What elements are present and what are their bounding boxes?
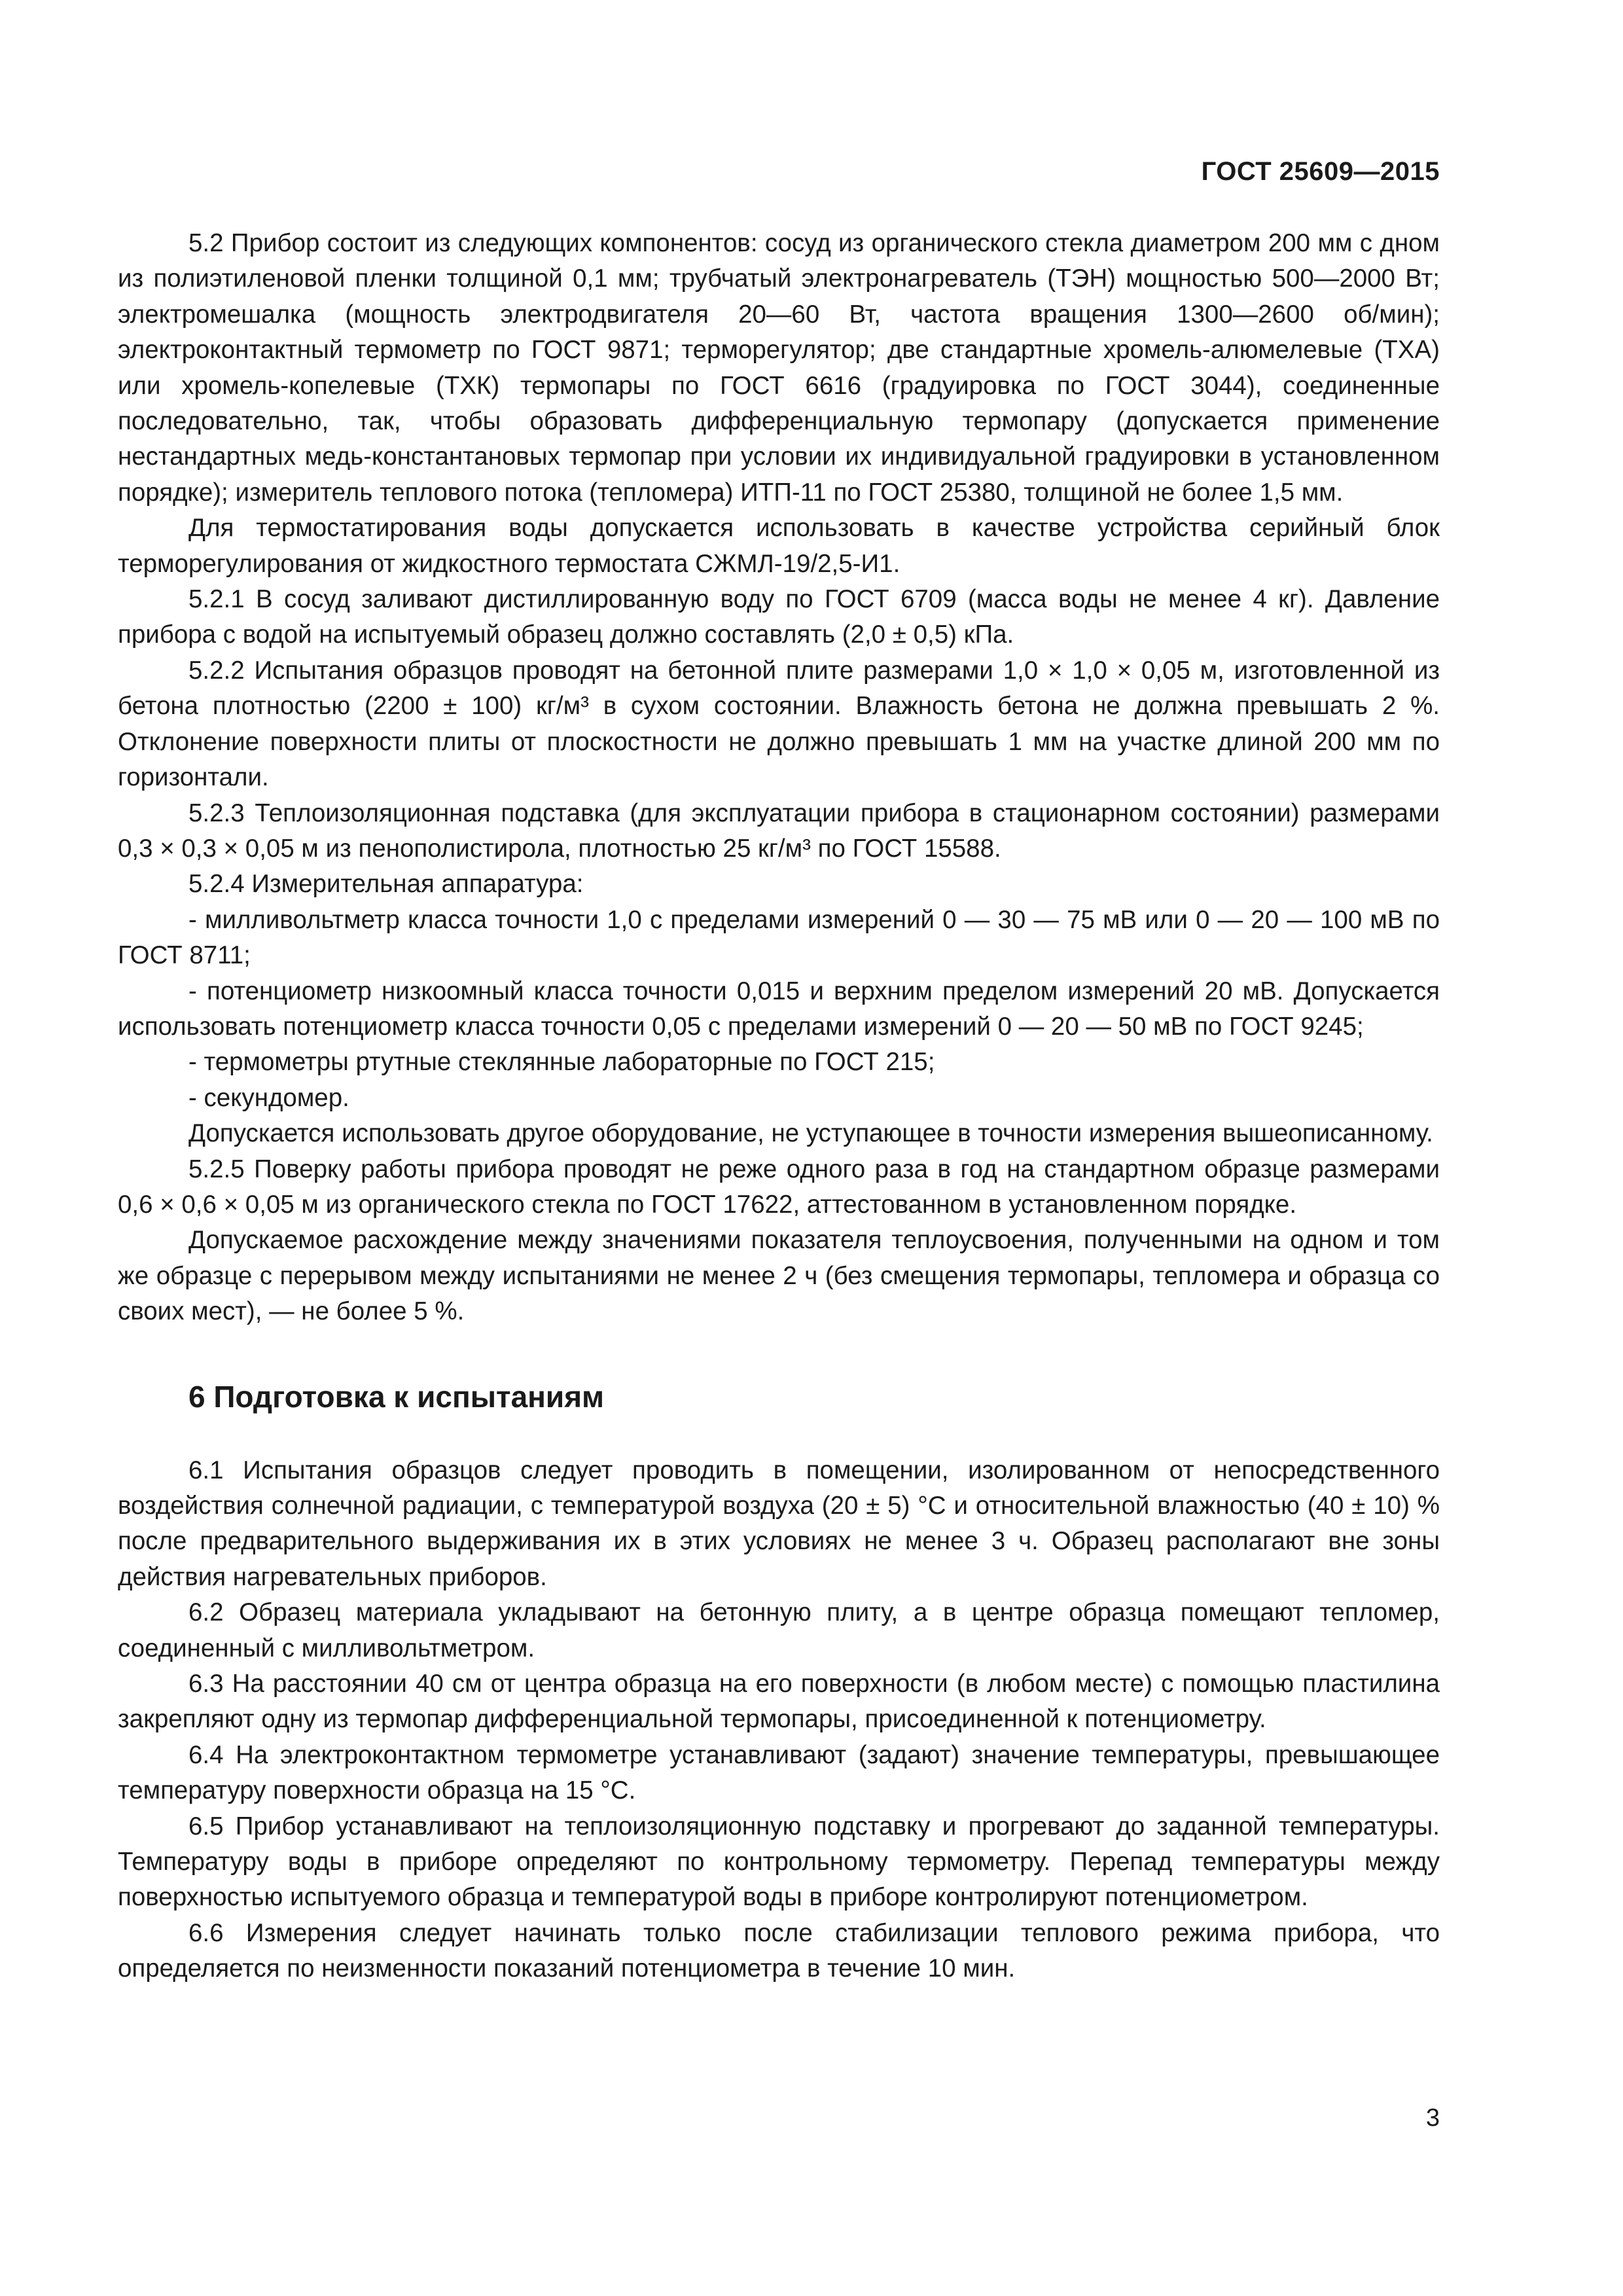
paragraph-other-equipment: Допускается использовать другое оборудование, не уступающее в точности измерения вышеописанному. (188, 1119, 1433, 1148)
list-item-millivoltmeter: - милливольтметр класса точности 1,0 с пределами измерений 0 — 30 — 75 мВ или 0 — 20 — 100 мВ по ГОСТ 8711; (118, 905, 1440, 970)
paragraph-6-3: 6.3 На расстоянии 40 см от центра образца на его поверхности (в любом месте) с помощью пластилина закрепляют одну из термопар дифференциальной термопары, присоединенной к потенциометру. (118, 1670, 1440, 1734)
paragraph-5-2-1: 5.2.1 В сосуд заливают дистиллированную воду по ГОСТ 6709 (масса воды не менее 4 кг). Давление прибора с водой на испытуемый образец должно составлять (2,0 ± 0,5) кПа. (118, 585, 1440, 649)
paragraph-5-2-3: 5.2.3 Теплоизоляционная подставка (для эксплуатации прибора в стационарном состоянии) размерами 0,3 × 0,3 × 0,05 м из пенополистирола, плотностью 25 кг/м³ по ГОСТ 15588. (118, 798, 1440, 863)
list-item-stopwatch: - секундомер. (188, 1083, 349, 1112)
paragraph-5-2: 5.2 Прибор состоит из следующих компонентов: сосуд из органического стекла диаметром 200 мм с дном из полиэтиленовой пленки толщиной 0,1 мм; трубчатый электронагреватель (ТЭН) мощностью 500—2000 Вт; электромешалка (мощность электродвигателя 20—60 Вт, частота вращения 1300—2600 об/мин); электроконтактный термометр по ГОСТ 9871; терморегулятор; две стандартные хромель-алюмелевые (ТХА) или хромель-копелевые (ТХК) термопары по ГОСТ 6616 (градуировка по ГОСТ 3044), соединенные последовательно, так, чтобы образовать дифференциальную термопару (допускается применение нестандартных медь-константановых термопар при условии их индивидуальной градуировки в установленном порядке); измеритель теплового потока (тепломера) ИТП-11 по ГОСТ 25380, толщиной не более 1,5 мм. (118, 229, 1440, 507)
paragraph-6-5: 6.5 Прибор устанавливают на теплоизоляционную подставку и прогревают до заданной температуры. Температуру воды в приборе определяют по контрольному термометру. Перепад температуры между поверхностью испытуемого образца и температурой воды в приборе контролируют потенциометром. (118, 1812, 1440, 1912)
paragraph-5-2-4: 5.2.4 Измерительная аппаратура: (188, 870, 584, 899)
list-item-thermometers: - термометры ртутные стеклянные лабораторные по ГОСТ 215; (188, 1048, 935, 1077)
section-title-6: 6 Подготовка к испытаниям (188, 1379, 605, 1414)
paragraph-6-6: 6.6 Измерения следует начинать только после стабилизации теплового режима прибора, что определяется по неизменности показаний потенциометра в течение 10 мин. (118, 1918, 1440, 1983)
paragraph-6-1: 6.1 Испытания образцов следует проводить в помещении, изолированном от непосредственного воздействия солнечной радиации, с температурой воздуха (20 ± 5) °С и относительной влажностью (40 ± 10) % после предварительного выдерживания их в этих условиях не менее 3 ч. Образец располагают вне зоны действия нагревательных приборов. (118, 1456, 1440, 1591)
paragraph-6-2: 6.2 Образец материала укладывают на бетонную плиту, а в центре образца помещают тепломер, соединенный с милливольтметром. (118, 1598, 1440, 1662)
paragraph-thermostat: Для термостатирования воды допускается использовать в качестве устройства серийный блок терморегулирования от жидкостного термостата СЖМЛ-19/2,5-И1. (118, 514, 1440, 578)
document-body (118, 226, 1440, 1987)
page-number: 3 (1425, 2104, 1440, 2132)
list-item-potentiometer: - потенциометр низкоомный класса точности 0,015 и верхним пределом измерений 20 мВ. Допускается использовать потенциометр класса точности 0,05 с пределами измерений 0 — 20 — 50 мВ по ГОСТ 9245; (118, 977, 1440, 1041)
document-code-header: ГОСТ 25609—2015 (1201, 157, 1440, 186)
paragraph-tolerance: Допускаемое расхождение между значениями показателя теплоусвоения, полученными на одном и том же образце с перерывом между испытаниями не менее 2 ч (без смещения термопары, тепломера и образца со своих мест), — не более 5 %. (118, 1226, 1440, 1326)
paragraph-6-4: 6.4 На электроконтактном термометре устанавливают (задают) значение температуры, превышающее температуру поверхности образца на 15 °С. (118, 1740, 1440, 1805)
paragraph-5-2-2: 5.2.2 Испытания образцов проводят на бетонной плите размерами 1,0 × 1,0 × 0,05 м, изготовленной из бетона плотностью (2200 ± 100) кг/м³ в сухом состоянии. Влажность бетона не должна превышать 2 %. Отклонение поверхности плиты от плоскостности не должно превышать 1 мм на участке длиной 200 мм по горизонтали. (118, 656, 1440, 792)
paragraph-5-2-5: 5.2.5 Поверку работы прибора проводят не реже одного раза в год на стандартном образце размерами 0,6 × 0,6 × 0,05 м из органического стекла по ГОСТ 17622, аттестованном в установленном порядке. (118, 1155, 1440, 1219)
